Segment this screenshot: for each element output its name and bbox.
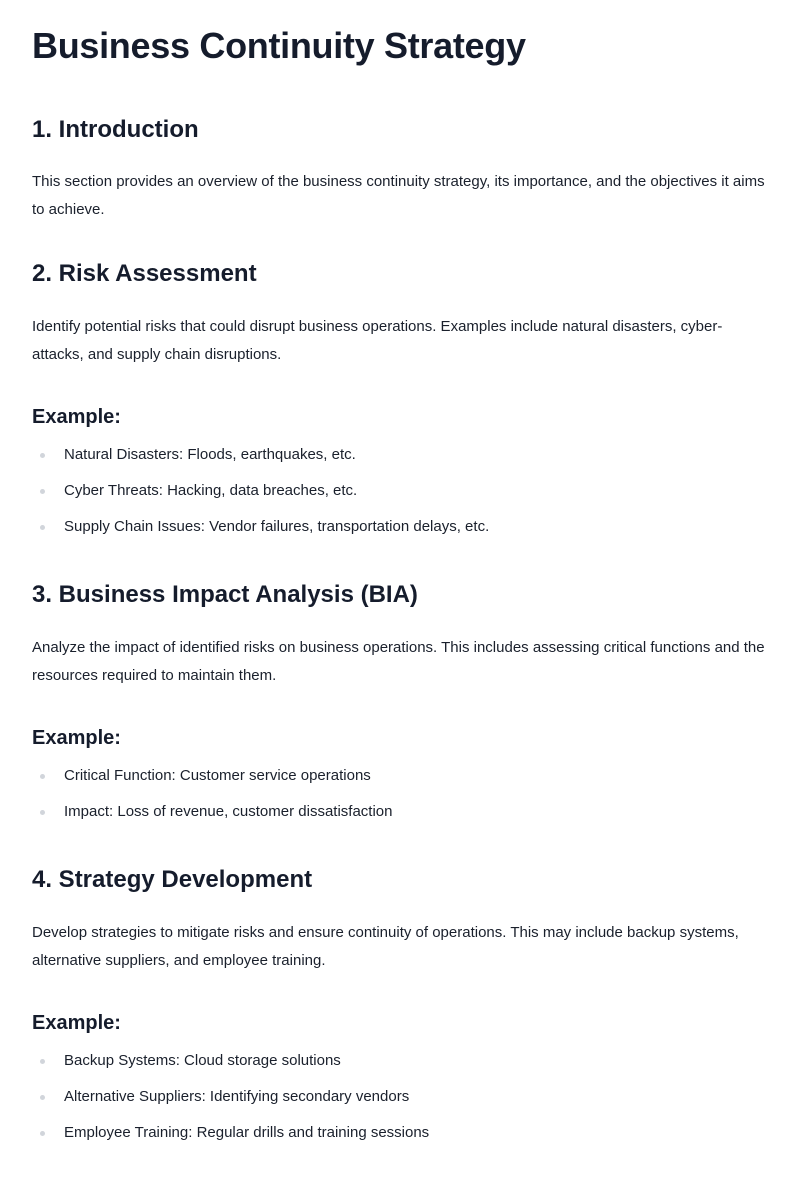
list-item [32,1051,768,1071]
document-title: Business Continuity Strategy [32,25,526,66]
list-item [32,1123,768,1143]
bullet-icon [40,453,45,458]
list-item-text: Impact: Loss of revenue, customer dissatisfaction [64,802,393,820]
list-item [32,481,768,501]
section-body: Analyze the impact of identified risks on business operations. This includes assessing critical functions and the resources required to maintain them. [32,638,765,684]
bullet-icon [40,1059,45,1064]
section-body: Identify potential risks that could disrupt business operations. Examples include natural disasters, cyber-attacks, and supply chain disruptions. [32,318,723,364]
list-item-text: Employee Training: Regular drills and training sessions [64,1123,430,1141]
bullet-icon [40,1131,45,1136]
example-heading: Example: [32,1011,121,1034]
list-item-text: Alternative Suppliers: Identifying secondary vendors [64,1087,410,1105]
example-list [32,1051,768,1143]
list-item [32,517,768,537]
list-item [32,802,768,822]
section-introduction [32,116,768,225]
section-heading: 2. Risk Assessment [32,260,257,288]
bullet-icon [40,489,45,494]
list-item-text: Natural Disasters: Floods, earthquakes, etc. [64,446,356,464]
section-heading: 4. Strategy Development [32,865,313,893]
list-item-text: Supply Chain Issues: Vendor failures, transportation delays, etc. [64,518,490,536]
bullet-icon [40,1095,45,1100]
section-body: Develop strategies to mitigate risks and ensure continuity of operations. This may include backup systems, alternative suppliers, and employee training. [32,923,739,969]
example-heading: Example: [32,726,121,749]
section-heading: 3. Business Impact Analysis (BIA) [32,581,418,609]
list-item [32,445,768,465]
list-item-text: Backup Systems: Cloud storage solutions [64,1051,341,1069]
list-item [32,1087,768,1107]
section-business-impact-analysis [32,581,768,822]
section-strategy-development [32,866,768,1143]
example-list [32,766,768,822]
example-heading: Example: [32,406,121,429]
list-item [32,766,768,786]
list-item-text: Critical Function: Customer service operations [64,766,371,784]
section-heading: 1. Introduction [32,115,199,143]
bullet-icon [40,525,45,530]
example-list [32,445,768,537]
bullet-icon [40,810,45,815]
list-item-text: Cyber Threats: Hacking, data breaches, etc. [64,482,358,500]
section-body: This section provides an overview of the business continuity strategy, its importance, and the objectives it aims to achieve. [32,173,765,219]
bullet-icon [40,774,45,779]
section-risk-assessment [32,260,768,537]
